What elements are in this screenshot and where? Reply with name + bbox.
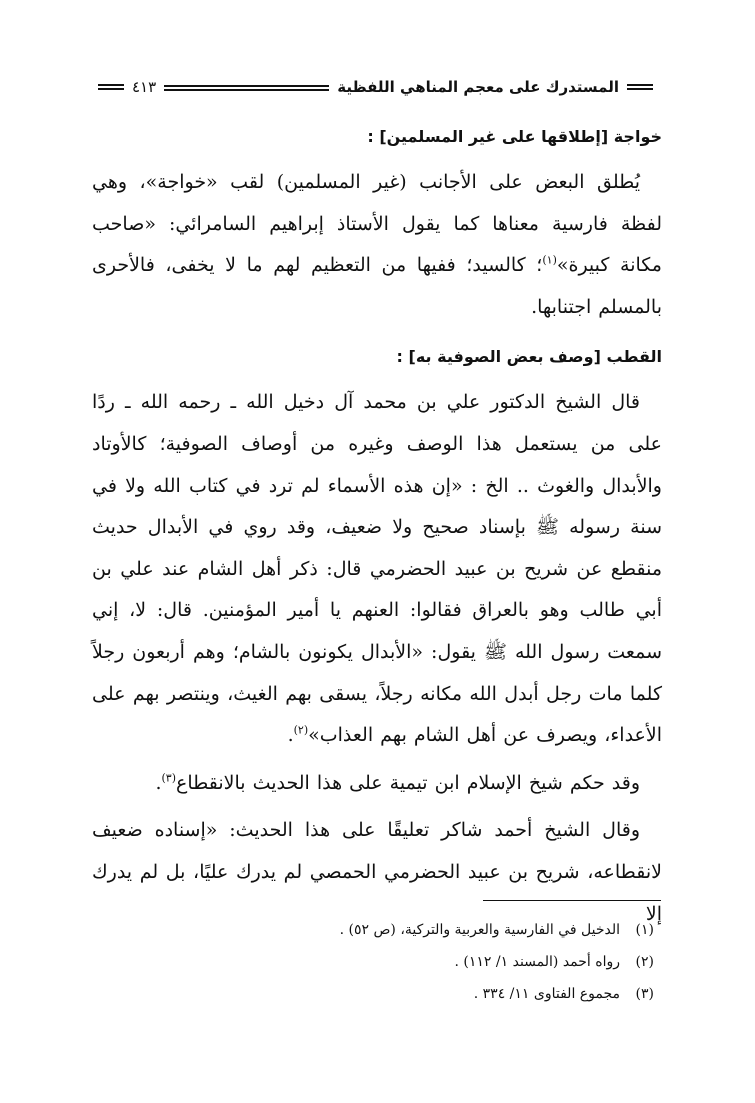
entry-heading-qutb: القطب [وصف بعض الصوفية به] : <box>396 347 662 367</box>
footnote-number: (٢) <box>635 954 654 970</box>
footnote-text: مجموع الفتاوى ١١/ ٣٣٤ . <box>473 986 620 1002</box>
entry-heading-khawaja: خواجة [إطلاقها على غير المسلمين] : <box>367 127 662 146</box>
footnote-separator <box>483 900 661 901</box>
footnote-ref: (٢) <box>293 723 309 737</box>
paragraph-text: قال الشيخ الدكتور علي بن محمد آل دخيل الله ـ رحمه الله ـ ردًا على من يستعمل هذا الوصف وغيره من أوصاف الصوفية؛ كالأوتاد والأبدال والغوث .. الخ : «إن هذه الأسماء لم ترد في كتاب الله ولا في سنة رسوله ﷺ بإسناد صحيح ولا ضعيف، وقد روي في الأبدال حديث منقطع عن شريح بن عبيد الحضرمي قال: ذكر أهل الشام عند علي بن أبي طالب وهو بالعراق فقالوا: العنهم يا أمير المؤمنين. قال: لا، إني سمعت رسول الله ﷺ يقول: «الأبدال يكونون بالشام؛ وهم أربعون رجلاً كلما مات رجل أبدل الله مكانه رجلاً، يسقى بهم الغيث، وينتصر بهم على الأعداء، ويصرف عن أهل الشام بهم العذاب» <box>92 391 662 747</box>
paragraph-text: وقال الشيخ أحمد شاكر تعليقًا على هذا الحديث: «إسناده ضعيف لانقطاعه، شريح بن عبيد الحضرمي الحمصي لم يدرك عليًا، بل لم يدرك إلا <box>92 819 662 925</box>
footnote-text: الدخيل في الفارسية والعربية والتركية، (ص ٥٢) . <box>339 922 620 938</box>
footnote-item <box>92 946 662 978</box>
paragraph-text: وقد حكم شيخ الإسلام ابن تيمية على هذا الحديث بالانقطاع <box>176 771 640 794</box>
paragraph-text: يُطلق البعض على الأجانب (غير المسلمين) لقب «خواجة»، وهي لفظة فارسية معناها كما يقول الأستاذ إبراهيم السامرائي: «صاحب مكانة كبيرة» <box>92 171 662 277</box>
paragraph-text-after: . <box>155 771 162 794</box>
header-rule <box>164 85 329 91</box>
footnote-item <box>92 978 662 1010</box>
main-content <box>92 118 662 935</box>
footnote-number: (٣) <box>635 986 654 1002</box>
page-number: ٤١٣ <box>132 78 157 96</box>
paragraph-khawaja <box>92 162 662 328</box>
footnote-ref: (٣) <box>161 771 176 785</box>
paragraph-text-after: ؛ كالسيد؛ ففيها من التعظيم لهم ما لا يخفى، فالأحرى بالمسلم اجتنابها. <box>92 254 662 318</box>
header-dash-left <box>98 84 124 90</box>
footnotes <box>92 914 662 1010</box>
footnote-item <box>92 914 662 946</box>
footnote-number: (١) <box>635 922 654 938</box>
header-dash-right <box>627 84 653 90</box>
header-title: المستدرك على معجم المناهي اللفظية <box>337 78 619 96</box>
paragraph-qutb-2 <box>92 763 662 805</box>
running-header <box>98 68 653 106</box>
footnote-ref: (١) <box>542 253 557 267</box>
paragraph-qutb-1 <box>92 382 662 756</box>
paragraph-text-after: . <box>287 724 294 747</box>
footnote-text: رواه أحمد (المسند ١/ ١١٢) . <box>454 954 620 970</box>
